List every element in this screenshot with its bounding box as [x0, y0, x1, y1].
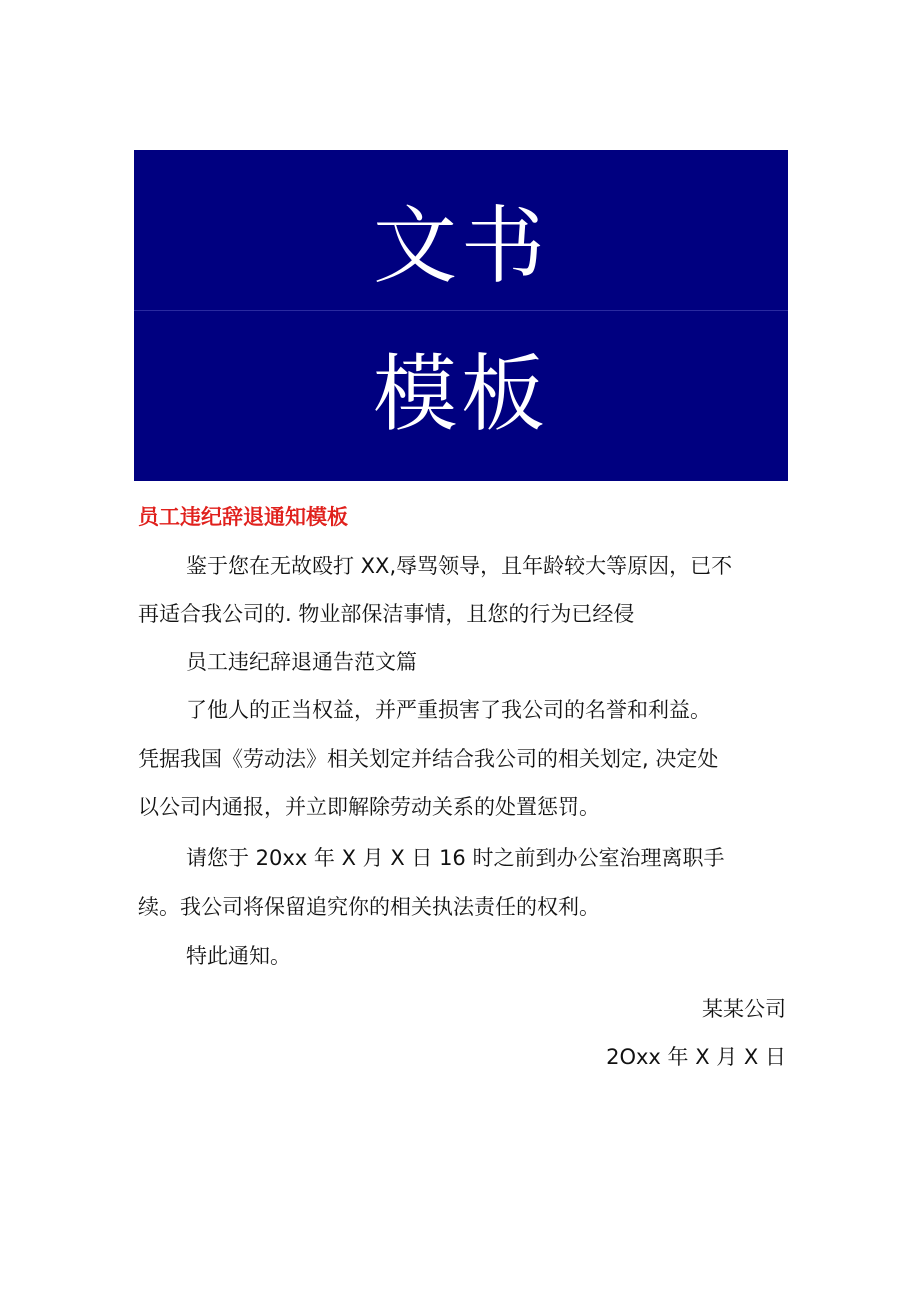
- paragraph-5: 特此通知。: [186, 944, 291, 968]
- paragraph-3-line-2: 凭据我国《劳动法》相关划定并结合我公司的相关划定, 决定处: [138, 747, 719, 771]
- banner-divider: [134, 310, 788, 311]
- document-title: 员工违纪辞退通知模板: [138, 505, 348, 529]
- signature-date: 2Oxx 年 X 月 X 日: [606, 1045, 786, 1069]
- paragraph-3-line-1: 了他人的正当权益，并严重损害了我公司的名誉和利益。: [186, 698, 711, 722]
- paragraph-3-line-3: 以公司内通报，并立即解除劳动关系的处置惩罚。: [138, 795, 600, 819]
- paragraph-1-line-1: 鉴于您在无故殴打 XX,辱骂领导，且年龄较大等原因，已不: [186, 554, 733, 578]
- paragraph-1-line-2: 再适合我公司的. 物业部保洁事情，且您的行为已经侵: [138, 602, 635, 626]
- signature-company: 某某公司: [702, 997, 786, 1021]
- paragraph-4-line-2: 续。我公司将保留追究你的相关执法责任的权利。: [138, 895, 600, 919]
- paragraph-4-line-1: 请您于 20xx 年 X 月 X 日 16 时之前到办公室治理离职手: [186, 846, 725, 870]
- banner-title-line1: 文书: [372, 197, 549, 295]
- banner-title-line2: 模板: [372, 345, 549, 443]
- paragraph-2: 员工违纪辞退通告范文篇: [186, 650, 417, 674]
